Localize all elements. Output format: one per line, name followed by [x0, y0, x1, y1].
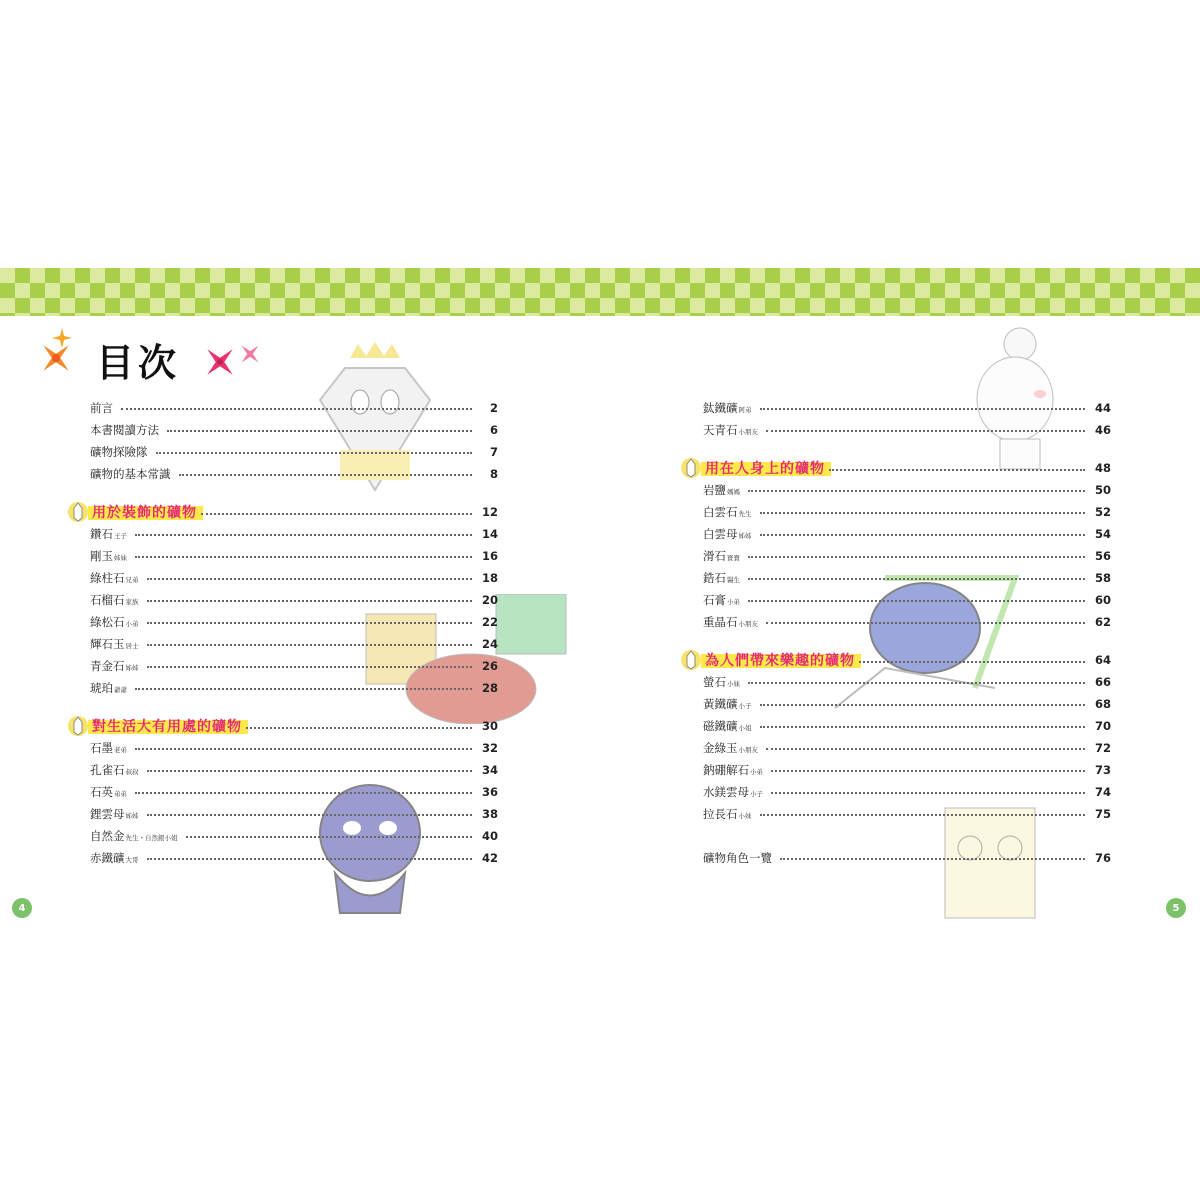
entry-label-group	[90, 850, 143, 866]
page-ref: 22	[481, 615, 498, 629]
entry-nickname: 王子	[114, 532, 127, 540]
toc-entry[interactable]	[703, 694, 1111, 714]
crystal-icon	[681, 648, 701, 672]
leader-dots	[771, 792, 1085, 794]
leader-dots	[771, 770, 1085, 772]
entry-label-group	[703, 718, 756, 734]
page-ref: 58	[1094, 571, 1111, 585]
entry-nickname: 先生・自然銀小姐	[125, 834, 178, 842]
page-ref: 28	[481, 681, 498, 695]
entry-label: 石膏	[703, 593, 726, 607]
entry-label: 本書閱讀方法	[90, 423, 159, 437]
diamond-pattern-banner	[0, 268, 1200, 316]
right-page-number: 5	[1166, 898, 1186, 918]
leader-dots	[246, 727, 472, 729]
page-ref: 36	[481, 785, 498, 799]
page-ref: 56	[1094, 549, 1111, 563]
section-title: 對生活大有用處的礦物	[92, 719, 242, 735]
entry-label: 礦物角色一覽	[703, 851, 772, 865]
leader-dots	[147, 644, 473, 646]
entry-nickname: 姊妹	[114, 554, 127, 562]
page-ref: 38	[481, 807, 498, 821]
toc-entry[interactable]	[703, 524, 1111, 544]
entry-label-group	[90, 762, 143, 778]
entry-label-group	[703, 762, 767, 778]
entry-label: 自然金	[90, 829, 125, 843]
entry-nickname: 姊姊	[738, 532, 752, 540]
entry-label-group	[90, 658, 143, 674]
entry-nickname: 阿弟	[738, 406, 752, 414]
page-ref: 24	[481, 637, 498, 651]
entry-label: 重晶石	[703, 615, 738, 629]
toc-entry[interactable]	[90, 826, 498, 846]
entry-label: 琥珀	[90, 681, 113, 695]
entry-label-group	[703, 614, 762, 630]
book-spread	[0, 268, 1200, 922]
entry-label: 綠柱石	[90, 571, 125, 585]
page-title: 目次	[96, 341, 181, 385]
entry-label-group	[90, 806, 143, 822]
leader-dots	[859, 661, 1085, 663]
entry-label-group	[703, 526, 756, 542]
entry-label: 水鎂雲母	[703, 785, 749, 799]
leader-dots	[748, 600, 1085, 602]
entry-label: 天青石	[703, 423, 738, 437]
entry-label-group	[703, 504, 756, 520]
entry-label: 鋰雲母	[90, 807, 125, 821]
entry-label: 石英	[90, 785, 113, 799]
entry-label-group	[703, 422, 762, 438]
toc-entry[interactable]	[703, 804, 1111, 824]
page-ref: 40	[481, 829, 498, 843]
toc-entry[interactable]	[703, 672, 1111, 692]
toc-entry[interactable]	[90, 634, 498, 654]
toc-entry[interactable]	[90, 678, 498, 698]
leader-dots	[766, 748, 1085, 750]
toc-entry[interactable]	[90, 442, 498, 462]
entry-label: 孔雀石	[90, 763, 125, 777]
toc-entry[interactable]	[703, 738, 1111, 758]
entry-label-group	[90, 570, 143, 586]
page-ref: 2	[489, 401, 498, 415]
page-ref: 62	[1094, 615, 1111, 629]
section-title: 為人們帶來樂趣的礦物	[705, 653, 855, 669]
page-ref: 32	[481, 741, 498, 755]
page-ref: 70	[1094, 719, 1111, 733]
toc-entry[interactable]	[90, 420, 498, 440]
page-ref: 75	[1094, 807, 1111, 821]
entry-nickname: 小妹	[738, 812, 752, 820]
toc-entry[interactable]	[703, 568, 1111, 588]
page-ref: 72	[1094, 741, 1111, 755]
leader-dots	[760, 704, 1086, 706]
entry-nickname: 醫生	[727, 576, 740, 584]
entry-label-group	[703, 674, 744, 690]
page-ref: 12	[481, 505, 498, 519]
section-highlight	[68, 714, 242, 738]
entry-label-group	[703, 592, 744, 608]
toc-entry[interactable]	[90, 590, 498, 610]
section-highlight	[681, 648, 855, 672]
entry-label-group	[703, 740, 762, 756]
toc-entry[interactable]	[90, 804, 498, 824]
entry-label-group	[703, 570, 744, 586]
leader-dots	[760, 408, 1086, 410]
entry-nickname: 叔叔	[125, 768, 139, 776]
entry-label-group	[90, 526, 131, 542]
entry-label-group	[90, 592, 143, 608]
entry-label-group	[90, 422, 163, 438]
leader-dots	[147, 578, 473, 580]
crystal-icon	[681, 456, 701, 480]
page-ref: 48	[1094, 461, 1111, 475]
toc-entry[interactable]	[90, 568, 498, 588]
toc-entry[interactable]	[90, 398, 498, 418]
entry-label-group	[90, 466, 175, 482]
entry-nickname: 小弟	[750, 768, 763, 776]
entry-nickname: 小子	[750, 790, 763, 798]
entry-label-group	[703, 696, 756, 712]
entry-nickname: 小妹	[727, 680, 740, 688]
page-ref: 30	[481, 719, 498, 733]
entry-label: 剛玉	[90, 549, 113, 563]
toc-entry[interactable]	[703, 398, 1111, 418]
leader-dots	[147, 858, 473, 860]
entry-label-group	[90, 784, 131, 800]
leader-dots	[748, 578, 1085, 580]
entry-label: 白雲石	[703, 505, 738, 519]
toc-section-heading[interactable]	[681, 456, 1111, 480]
entry-nickname: 小朋友	[738, 428, 758, 436]
toc-entry[interactable]	[90, 848, 498, 868]
leader-dots	[186, 836, 473, 838]
entry-nickname: 大哥	[125, 856, 139, 864]
entry-label-group	[703, 482, 744, 498]
toc-entry[interactable]	[90, 760, 498, 780]
page-ref: 8	[489, 467, 498, 481]
leader-dots	[147, 600, 473, 602]
entry-nickname: 小弟	[125, 620, 139, 628]
entry-label-group	[90, 444, 152, 460]
entry-label-group	[90, 828, 182, 844]
entry-nickname: 媽媽	[727, 488, 740, 496]
page-ref: 34	[481, 763, 498, 777]
entry-label-group	[90, 680, 131, 696]
leader-dots	[760, 814, 1086, 816]
entry-nickname: 寶寶	[727, 554, 740, 562]
leader-dots	[748, 490, 1085, 492]
entry-label: 黃鐵礦	[703, 697, 738, 711]
page-ref: 14	[481, 527, 498, 541]
page-ref: 73	[1094, 763, 1111, 777]
small-pink-sparkle-icon	[238, 342, 262, 366]
leader-dots	[760, 726, 1086, 728]
page-ref: 16	[481, 549, 498, 563]
page-ref: 68	[1094, 697, 1111, 711]
page-ref: 66	[1094, 675, 1111, 689]
leader-dots	[748, 682, 1085, 684]
entry-nickname: 姊姊	[125, 812, 139, 820]
entry-label-group	[90, 548, 131, 564]
entry-label: 鑽石	[90, 527, 113, 541]
entry-label: 岩鹽	[703, 483, 726, 497]
leader-dots	[147, 622, 473, 624]
toc-section-heading[interactable]	[68, 500, 498, 524]
leader-dots	[748, 556, 1085, 558]
page-ref: 64	[1094, 653, 1111, 667]
leader-dots	[135, 534, 472, 536]
toc-entry[interactable]	[90, 612, 498, 632]
section-highlight	[681, 456, 825, 480]
leader-dots	[766, 430, 1085, 432]
leader-dots	[135, 792, 472, 794]
entry-label: 滑石	[703, 549, 726, 563]
leader-dots	[201, 513, 472, 515]
page-ref: 60	[1094, 593, 1111, 607]
toc-entry[interactable]	[703, 480, 1111, 500]
toc-section-heading[interactable]	[68, 714, 498, 738]
entry-label: 白雲母	[703, 527, 738, 541]
leader-dots	[780, 858, 1085, 860]
section-title: 用在人身上的礦物	[705, 461, 825, 477]
entry-label: 石榴石	[90, 593, 125, 607]
entry-label: 拉長石	[703, 807, 738, 821]
entry-nickname: 姊姊	[125, 664, 139, 672]
page-ref: 74	[1094, 785, 1111, 799]
entry-label: 青金石	[90, 659, 125, 673]
page-ref: 50	[1094, 483, 1111, 497]
leader-dots	[760, 534, 1086, 536]
entry-label-group	[90, 614, 143, 630]
entry-label: 礦物的基本常識	[90, 467, 171, 481]
entry-label: 輝石玉	[90, 637, 125, 651]
toc-entry[interactable]	[90, 738, 498, 758]
toc-entry[interactable]	[703, 546, 1111, 566]
entry-label: 螢石	[703, 675, 726, 689]
leader-dots	[147, 666, 473, 668]
entry-label-group	[703, 806, 756, 822]
entry-nickname: 先生	[738, 510, 752, 518]
entry-label: 金綠玉	[703, 741, 738, 755]
toc-entry[interactable]	[90, 524, 498, 544]
leader-dots	[147, 814, 473, 816]
leader-dots	[135, 748, 472, 750]
page-ref: 52	[1094, 505, 1111, 519]
toc-entry[interactable]	[90, 546, 498, 566]
small-sparkle-icon	[52, 328, 72, 348]
entry-label-group	[90, 740, 131, 756]
toc-entry[interactable]	[703, 502, 1111, 522]
entry-label-group	[703, 784, 767, 800]
crystal-icon	[68, 500, 88, 524]
entry-nickname: 小弟	[727, 598, 740, 606]
leader-dots	[147, 770, 473, 772]
leader-dots	[167, 430, 472, 432]
entry-label: 磁鐵礦	[703, 719, 738, 733]
leader-dots	[121, 408, 472, 410]
toc-entry[interactable]	[90, 464, 498, 484]
toc-section-heading[interactable]	[681, 648, 1111, 672]
toc-entry[interactable]	[703, 760, 1111, 780]
page-ref: 26	[481, 659, 498, 673]
section-title: 用於裝飾的礦物	[92, 505, 197, 521]
toc-entry[interactable]	[703, 612, 1111, 632]
entry-nickname: 小朋友	[738, 746, 758, 754]
leader-dots	[766, 622, 1085, 624]
toc-entry[interactable]	[703, 590, 1111, 610]
page-ref: 20	[481, 593, 498, 607]
entry-nickname: 小朋友	[738, 620, 758, 628]
page-ref: 54	[1094, 527, 1111, 541]
entry-nickname: 小姐	[738, 724, 752, 732]
leader-dots	[156, 452, 473, 454]
page-ref: 46	[1094, 423, 1111, 437]
page-ref: 76	[1094, 851, 1111, 865]
leader-dots	[135, 556, 472, 558]
entry-label: 赤鐵礦	[90, 851, 125, 865]
leader-dots	[760, 512, 1086, 514]
entry-label-group	[90, 400, 117, 416]
page-ref: 7	[489, 445, 498, 459]
left-page-number: 4	[12, 898, 32, 918]
entry-label: 石墨	[90, 741, 113, 755]
toc-entry[interactable]	[703, 716, 1111, 736]
crystal-icon	[68, 714, 88, 738]
entry-label: 綠松石	[90, 615, 125, 629]
page-ref: 6	[489, 423, 498, 437]
pink-sparkle-icon	[196, 338, 244, 386]
section-highlight	[68, 500, 197, 524]
leader-dots	[179, 474, 473, 476]
toc-entry[interactable]	[703, 782, 1111, 802]
entry-nickname: 小子	[738, 702, 752, 710]
toc-entry[interactable]	[703, 848, 1111, 868]
toc-entry[interactable]	[703, 420, 1111, 440]
entry-label: 鈉硼解石	[703, 763, 749, 777]
entry-label: 鋯石	[703, 571, 726, 585]
entry-nickname: 家族	[125, 598, 139, 606]
page-ref: 44	[1094, 401, 1111, 415]
leader-dots	[135, 688, 472, 690]
entry-nickname: 居士	[125, 642, 139, 650]
entry-label: 前言	[90, 401, 113, 415]
toc-entry[interactable]	[90, 782, 498, 802]
entry-nickname: 老弟	[114, 746, 127, 754]
entry-nickname: 爺爺	[114, 686, 127, 694]
leader-dots	[829, 469, 1085, 471]
entry-label: 礦物探險隊	[90, 445, 148, 459]
page-ref: 18	[481, 571, 498, 585]
entry-label-group	[703, 850, 776, 866]
page-ref: 42	[481, 851, 498, 865]
entry-nickname: 弟弟	[114, 790, 127, 798]
entry-label-group	[703, 400, 756, 416]
toc-entry[interactable]	[90, 656, 498, 676]
entry-label: 鈦鐵礦	[703, 401, 738, 415]
entry-nickname: 兄弟	[125, 576, 139, 584]
entry-label-group	[90, 636, 143, 652]
entry-label-group	[703, 548, 744, 564]
